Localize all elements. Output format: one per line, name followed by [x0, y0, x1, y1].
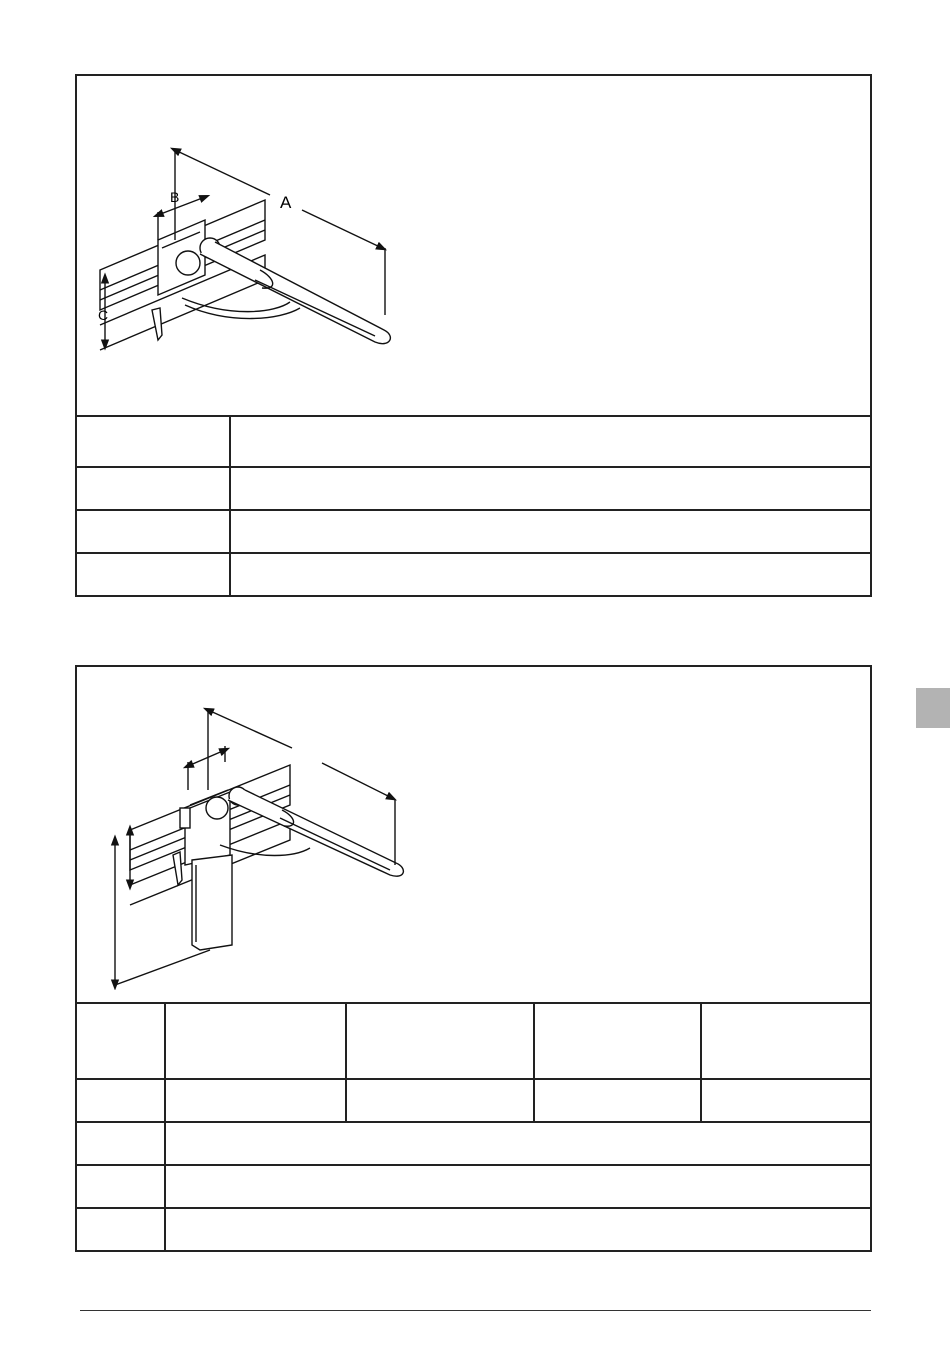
- table1-column-divider: [229, 415, 231, 597]
- table2-top-rule: [75, 1002, 872, 1004]
- support-rail-illustration-2: [100, 700, 420, 990]
- table2-column-divider: [164, 1002, 166, 1252]
- table2-rule: [75, 1078, 872, 1080]
- table1-rule: [75, 552, 872, 554]
- table2-rule: [75, 1164, 872, 1166]
- dimension-label-a: A: [280, 193, 292, 212]
- table1-rule: [75, 509, 872, 511]
- dimension-label-b: B: [170, 189, 180, 205]
- table2-rule: [75, 1207, 872, 1209]
- table1-rule: [75, 466, 872, 468]
- table2-rule: [75, 1121, 872, 1123]
- table1-top-rule: [75, 415, 872, 417]
- table2-column-divider: [533, 1002, 535, 1123]
- dimension-label-c: C: [98, 307, 109, 323]
- support-rail-illustration-1: [90, 130, 410, 370]
- section-tab-marker: [916, 688, 950, 728]
- table2-column-divider: [700, 1002, 702, 1123]
- table2-column-divider: [345, 1002, 347, 1123]
- footer-rule: [80, 1310, 871, 1311]
